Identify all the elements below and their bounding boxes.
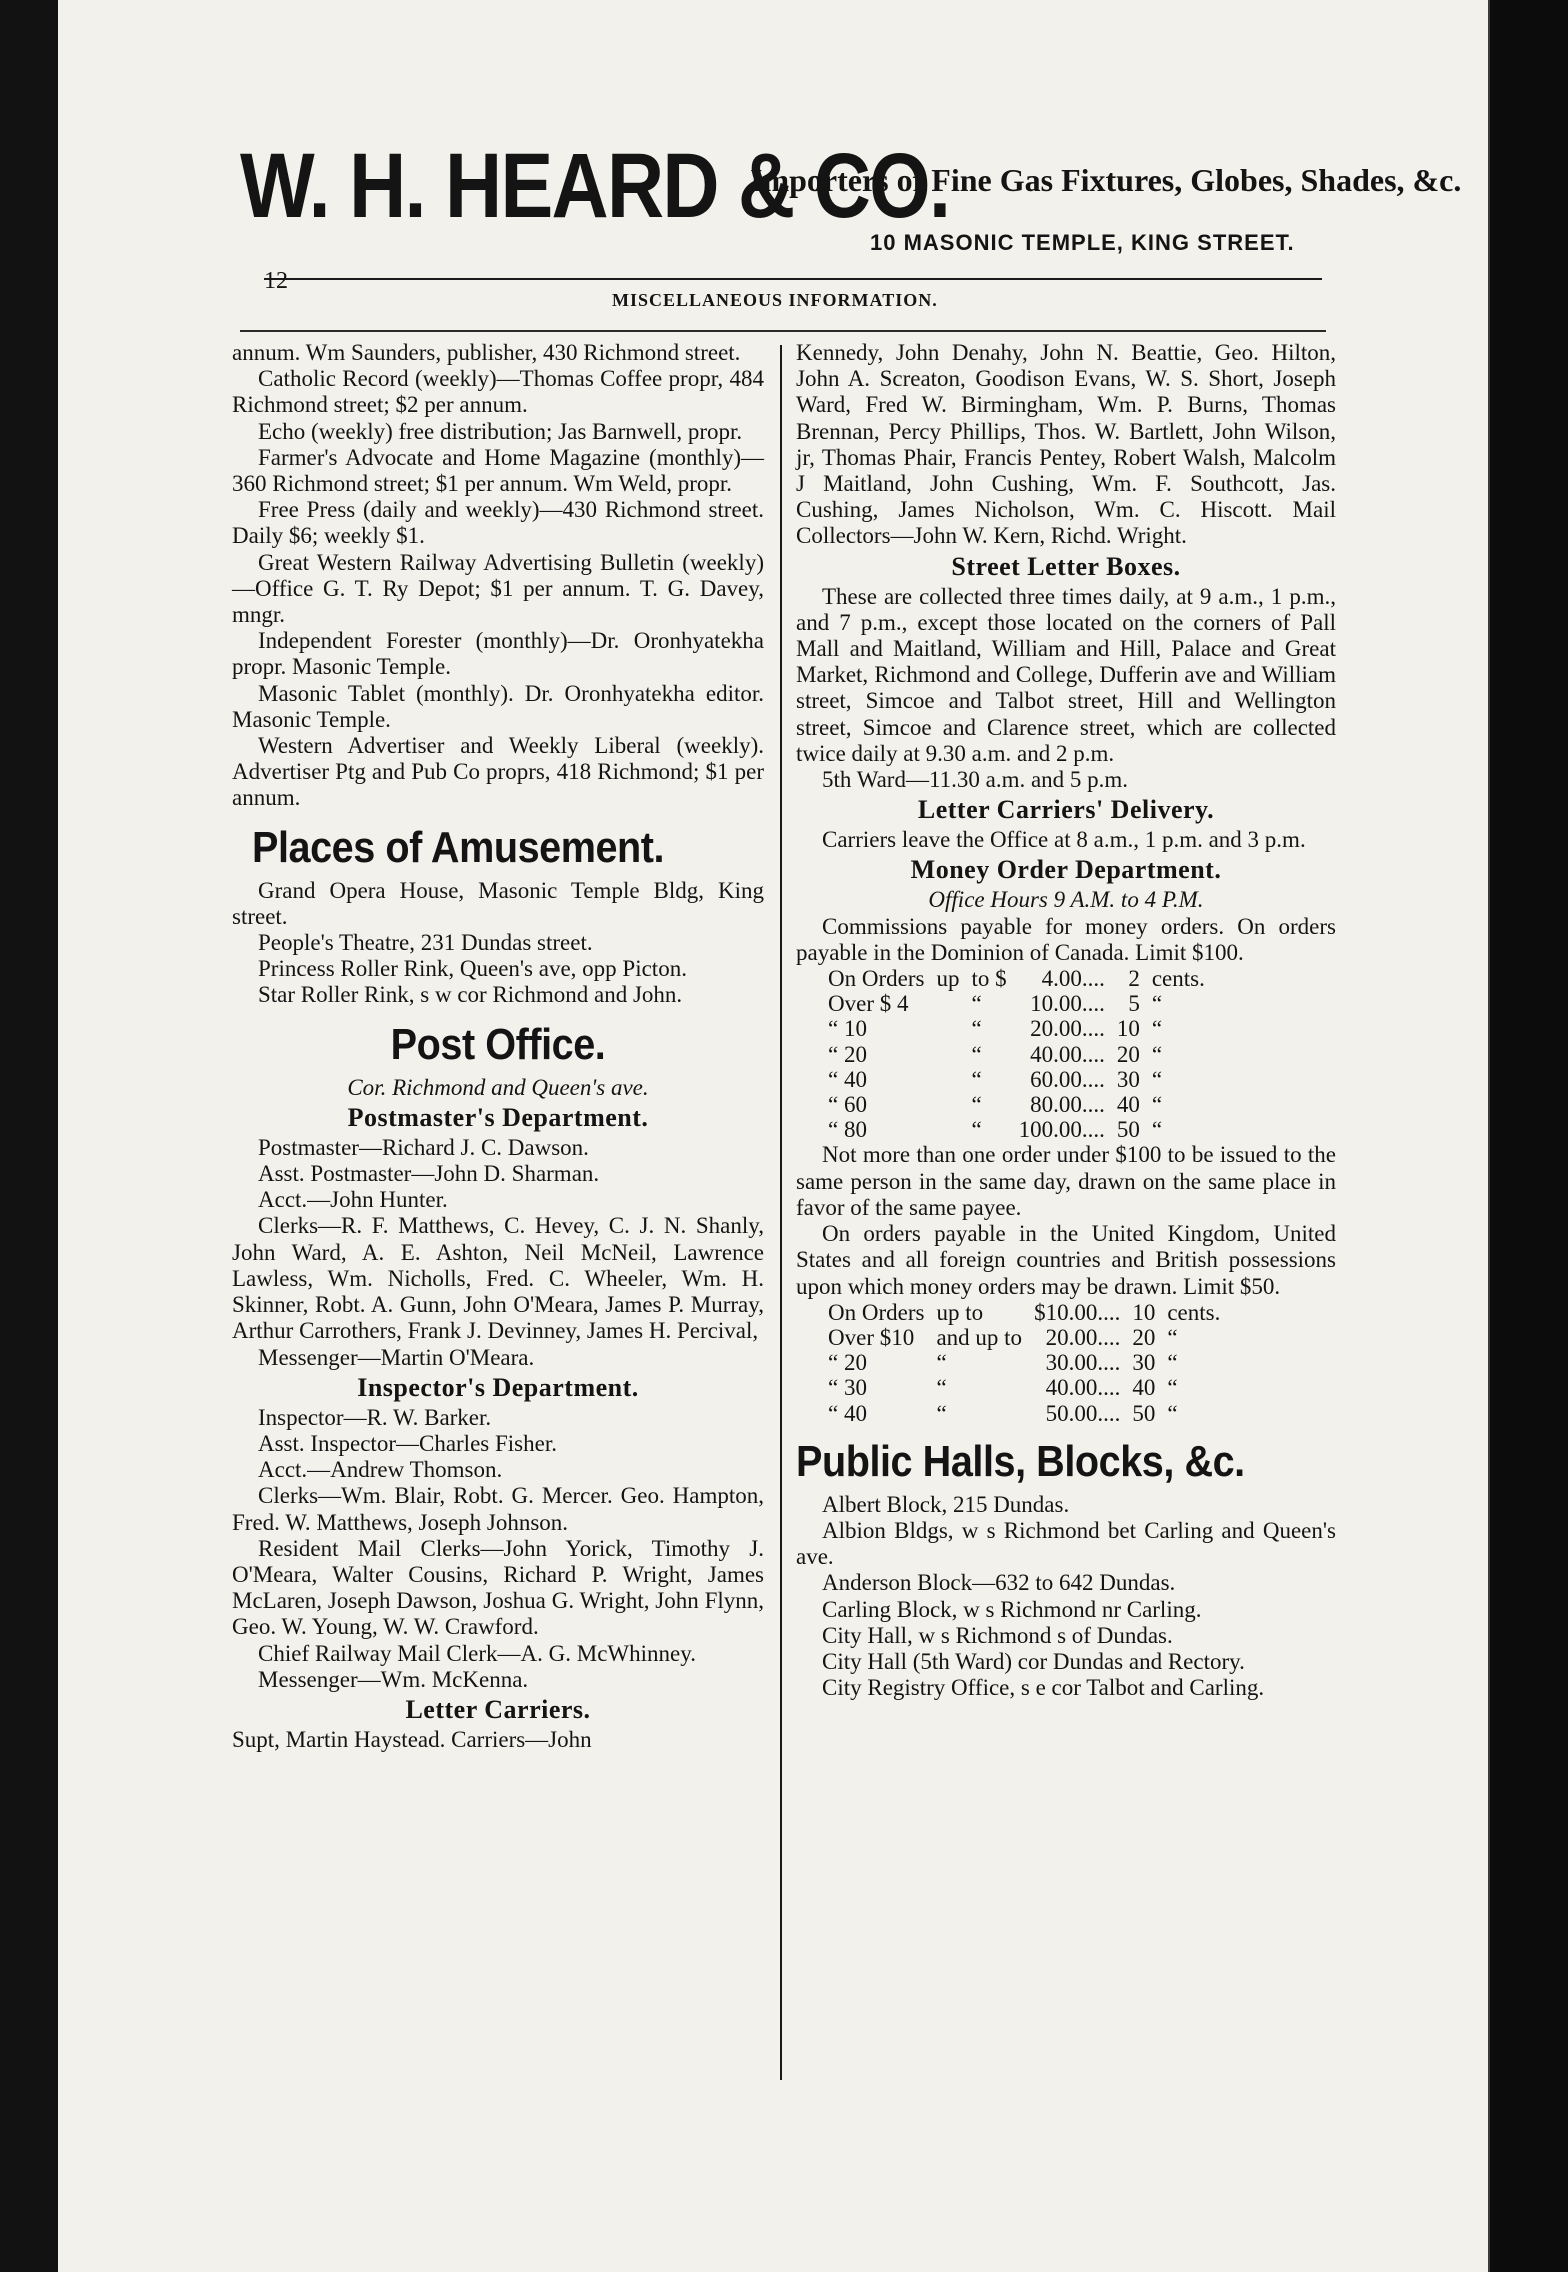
rate-cell: “ <box>936 1375 947 1401</box>
carriers-continued: Kennedy, John Denahy, John N. Beattie, Geo. Hilton, John A. Screaton, Goodison Evans, W. S. Short, Joseph Ward, Fred W. Birmingham, Wm. P. Burns, Thomas Brennan, Percy Phillips, Thos. W. Bartlett, John Wilson, jr, Thomas Phair, Francis Pentey, Robert Walsh, Malcolm J Maitland, John Cushing, Wm. F. Southcott, Jas. Cushing, James Nicholson, Wm. C. Hiscott. Mail Collectors—John W. Kern, Richd. Wright. <box>796 340 1336 549</box>
section-title-public-halls: Public Halls, Blocks, &c. <box>796 1436 1245 1486</box>
rate-row <box>822 1117 1211 1142</box>
header-rule <box>264 278 1322 280</box>
staff-entry: Asst. Inspector—Charles Fisher. <box>258 1430 557 1456</box>
rate-cell: 50 <box>1116 1117 1140 1143</box>
newspaper-entry: Great Western Railway Advertising Bulletin (weekly)—Office G. T. Ry Depot; $1 per annum. T. G. Davey, mngr. <box>232 549 764 628</box>
section-title-post-office: Post Office. <box>390 1019 606 1069</box>
staff-entry: Messenger—Wm. McKenna. <box>258 1666 529 1692</box>
rate-cell: “ <box>1151 991 1163 1017</box>
rate-row <box>822 1092 1211 1117</box>
rate-cell <box>930 1067 965 1092</box>
rate-cell: “ <box>936 1350 947 1376</box>
staff-entry: Postmaster—Richard J. C. Dawson. <box>258 1134 589 1160</box>
rate-row <box>822 1042 1211 1067</box>
rate-cell: “ <box>1151 1041 1163 1067</box>
rate-cell: “ <box>1151 1016 1163 1042</box>
rate-cell <box>930 1042 965 1067</box>
not-more-text: Not more than one order under $100 to be issued to the same person in the same day, drawn on the same place in favor of the same payee. <box>796 1142 1336 1220</box>
rate-cell <box>930 1117 965 1142</box>
rate-cell: 20.00.... <box>1030 1016 1105 1042</box>
newspaper-entry: Free Press (daily and weekly)—430 Richmond street. Daily $6; weekly $1. <box>232 497 764 549</box>
rate-cell: cents. <box>1167 1299 1221 1325</box>
staff-entry: Asst. Postmaster—John D. Sharman. <box>258 1161 600 1187</box>
staff-entry: Inspector—R. W. Barker. <box>258 1404 492 1430</box>
rate-cell <box>930 991 965 1016</box>
hall-entry: Anderson Block—632 to 642 Dundas. <box>822 1570 1176 1596</box>
newspaper-entry: annum. Wm Saunders, publisher, 430 Richmond street. <box>232 340 741 365</box>
rate-cell: “ <box>971 1016 982 1042</box>
page-edge-shadow <box>1490 0 1568 2272</box>
rate-cell: “ <box>971 1066 982 1092</box>
amusement-entry: Princess Roller Rink, Queen's ave, opp Picton. <box>258 956 687 982</box>
hall-entry: Albert Block, 215 Dundas. <box>822 1491 1070 1517</box>
rate-row <box>822 1325 1226 1350</box>
running-head-rule <box>240 330 1326 332</box>
rate-cell: Over $ 4 <box>828 991 909 1017</box>
rate-row <box>822 1350 1226 1375</box>
rate-cell <box>930 1092 965 1117</box>
rate-cell: 40 <box>1116 1092 1140 1118</box>
section-title-amusement: Places of Amusement. <box>252 822 665 872</box>
rate-cell: 5 <box>1128 991 1140 1017</box>
rate-cell: up to <box>936 1299 984 1325</box>
rate-cell: On Orders <box>828 966 925 992</box>
section-title-letter-carriers: Letter Carriers. <box>405 1694 591 1724</box>
rate-cell: and up to <box>936 1324 1023 1350</box>
rate-cell: “ <box>1151 1117 1163 1143</box>
left-column <box>232 340 764 1753</box>
rate-cell: “ <box>1167 1324 1178 1350</box>
rate-cell: “ 40 <box>828 1400 867 1426</box>
rate-cell: 2 <box>1128 966 1140 992</box>
rate-cell: “ <box>971 991 982 1017</box>
hall-entry: City Hall (5th Ward) cor Dundas and Rectory. <box>822 1648 1245 1674</box>
brand-address: 10 MASONIC TEMPLE, KING STREET. <box>870 230 1295 255</box>
newspaper-entry: Independent Forester (monthly)—Dr. Oronhyatekha propr. Masonic Temple. <box>232 628 764 680</box>
hall-entry: City Registry Office, s e cor Talbot and Carling. <box>822 1675 1265 1701</box>
rate-cell: 40.00.... <box>1030 1041 1105 1067</box>
rate-cell: “ <box>971 1092 982 1118</box>
right-column <box>796 340 1336 1701</box>
rate-cell: 30.00.... <box>1045 1350 1121 1376</box>
rate-cell: 10 <box>1132 1299 1156 1325</box>
section-title-street-boxes: Street Letter Boxes. <box>951 551 1181 581</box>
rate-cell: 60.00.... <box>1030 1066 1105 1092</box>
rate-cell: “ 30 <box>828 1375 867 1401</box>
section-title-inspector-dept: Inspector's Department. <box>357 1372 639 1402</box>
delivery-text: Carriers leave the Office at 8 a.m., 1 p.m. and 3 p.m. <box>822 827 1306 853</box>
newspaper-entry: Catholic Record (weekly)—Thomas Coffee propr, 484 Richmond street; $2 per annum. <box>232 366 764 418</box>
post-office-address: Cor. Richmond and Queen's ave. <box>347 1074 649 1100</box>
dominion-rates-table <box>822 966 1211 1142</box>
amusement-entry: Grand Opera House, Masonic Temple Bldg, King street. <box>232 877 764 929</box>
rate-cell: 10 <box>1116 1016 1140 1042</box>
rate-cell: “ 80 <box>828 1117 867 1143</box>
rate-cell: “ <box>1167 1375 1178 1401</box>
hall-entry: City Hall, w s Richmond s of Dundas. <box>822 1622 1173 1648</box>
rate-cell: “ 20 <box>828 1350 867 1376</box>
rate-cell: to $ <box>971 966 1007 992</box>
foreign-rates-table <box>822 1300 1226 1426</box>
rate-cell: “ <box>971 1041 982 1067</box>
rate-cell: $10.00.... <box>1034 1299 1121 1325</box>
rate-cell: 100.00.... <box>1018 1117 1105 1143</box>
rate-cell <box>930 1016 965 1041</box>
rate-cell: 50.00.... <box>1045 1400 1121 1426</box>
rate-cell: “ <box>1167 1400 1178 1426</box>
commissions-text: Commissions payable for money orders. On orders payable in the Dominion of Canada. Limit $100. <box>796 913 1336 965</box>
rate-cell: On Orders <box>828 1299 925 1325</box>
street-boxes-text: These are collected three times daily, at 9 a.m., 1 p.m., and 7 p.m., except those located on the corners of Pall Mall and Maitland, William and Hill, Palace and Great Market, Richmond and College, Dufferin ave and William street, Simcoe and Talbot street, Hill and Wellington street, Simcoe and Clarence street, which are collected twice daily at 9.30 a.m. and 2 p.m. <box>796 583 1336 766</box>
staff-entry: Messenger—Martin O'Meara. <box>258 1344 535 1370</box>
rate-cell: “ <box>1151 1066 1163 1092</box>
fifth-ward-text: 5th Ward—11.30 a.m. and 5 p.m. <box>822 767 1129 793</box>
money-order-hours: Office Hours 9 A.M. to 4 P.M. <box>928 887 1204 913</box>
rate-cell: “ <box>971 1117 982 1143</box>
running-head: MISCELLANEOUS INFORMATION. <box>612 290 938 310</box>
rate-cell: “ 20 <box>828 1041 867 1067</box>
rate-cell: “ <box>936 1400 947 1426</box>
staff-entry: Chief Railway Mail Clerk—A. G. McWhinney. <box>258 1640 696 1666</box>
section-title-money-order: Money Order Department. <box>910 855 1222 885</box>
rate-cell: “ <box>1167 1350 1178 1376</box>
rate-row <box>822 1016 1211 1041</box>
rate-cell: 20.00.... <box>1045 1324 1121 1350</box>
newspaper-entry: Western Advertiser and Weekly Liberal (weekly). Advertiser Ptg and Pub Co proprs, 418 Richmond; $1 per annum. <box>232 733 764 811</box>
staff-entry: Clerks—R. F. Matthews, C. Hevey, C. J. N. Shanly, John Ward, A. E. Ashton, Neil McNeil, Lawrence Lawless, Wm. Nicholls, Fred. C. Wheeler, Wm. H. Skinner, Robt. A. Gunn, John O'Meara, James P. Murray, Arthur Carrothers, Frank J. Devinney, James H. Percival, <box>232 1213 764 1344</box>
carriers-line: Supt, Martin Haystead. Carriers—John <box>232 1726 592 1752</box>
rate-row <box>822 1375 1226 1400</box>
amusement-entry: People's Theatre, 231 Dundas street. <box>258 930 593 956</box>
rate-row <box>822 991 1211 1016</box>
newspaper-entry: Echo (weekly) free distribution; Jas Barnwell, propr. <box>258 418 743 444</box>
rate-cell: 10.00.... <box>1030 991 1105 1017</box>
newspaper-entry: Masonic Tablet (monthly). Dr. Oronhyatekha editor. Masonic Temple. <box>232 680 764 732</box>
column-divider <box>780 345 782 2080</box>
page-number: 12 <box>264 268 288 294</box>
rate-cell: “ 60 <box>828 1092 867 1118</box>
rate-cell: cents. <box>1151 966 1205 992</box>
rate-row <box>822 1401 1226 1426</box>
rate-cell: 20 <box>1132 1324 1156 1350</box>
rate-cell: Over $10 <box>828 1324 915 1350</box>
staff-entry: Acct.—John Hunter. <box>258 1187 448 1213</box>
amusement-entry: Star Roller Rink, s w cor Richmond and John. <box>258 982 683 1008</box>
rate-cell: up <box>936 966 960 992</box>
rate-cell: 40 <box>1132 1375 1156 1401</box>
rate-cell: 30 <box>1132 1350 1156 1376</box>
brand-title: W. H. HEARD & CO. <box>240 135 950 237</box>
rate-cell: 20 <box>1116 1041 1140 1067</box>
rate-row <box>822 966 1211 991</box>
rate-row <box>822 1300 1226 1325</box>
rate-cell: “ <box>1151 1092 1163 1118</box>
rate-cell: 50 <box>1132 1400 1156 1426</box>
rate-cell: 30 <box>1116 1066 1140 1092</box>
rate-cell: “ 10 <box>828 1016 867 1042</box>
section-title-delivery: Letter Carriers' Delivery. <box>917 795 1215 825</box>
staff-entry: Acct.—Andrew Thomson. <box>258 1457 503 1483</box>
foreign-text: On orders payable in the United Kingdom, United States and all foreign countries and British possessions upon which money orders may be drawn. Limit $50. <box>796 1221 1336 1299</box>
rate-row <box>822 1067 1211 1092</box>
staff-entry: Resident Mail Clerks—John Yorick, Timothy J. O'Meara, Walter Cousins, Richard P. Wright, James McLaren, Joseph Dawson, Joshua G. Wright, John Flynn, Geo. W. Young, W. W. Crawford. <box>232 1535 764 1640</box>
hall-entry: Albion Bldgs, w s Richmond bet Carling and Queen's ave. <box>796 1517 1336 1570</box>
hall-entry: Carling Block, w s Richmond nr Carling. <box>822 1596 1202 1622</box>
rate-cell: 80.00.... <box>1030 1092 1105 1118</box>
staff-entry: Clerks—Wm. Blair, Robt. G. Mercer. Geo. Hampton, Fred. W. Matthews, Joseph Johnson. <box>232 1483 764 1535</box>
rate-cell: 4.00.... <box>1041 966 1105 992</box>
section-title-postmaster-dept: Postmaster's Department. <box>347 1102 649 1132</box>
brand-tagline: Importers of Fine Gas Fixtures, Globes, Shades, &c. <box>750 162 1462 198</box>
rate-cell: 40.00.... <box>1045 1375 1121 1401</box>
newspaper-entry: Farmer's Advocate and Home Magazine (monthly)—360 Richmond street; $1 per annum. Wm Weld, propr. <box>232 444 764 497</box>
rate-cell: “ 40 <box>828 1066 867 1092</box>
